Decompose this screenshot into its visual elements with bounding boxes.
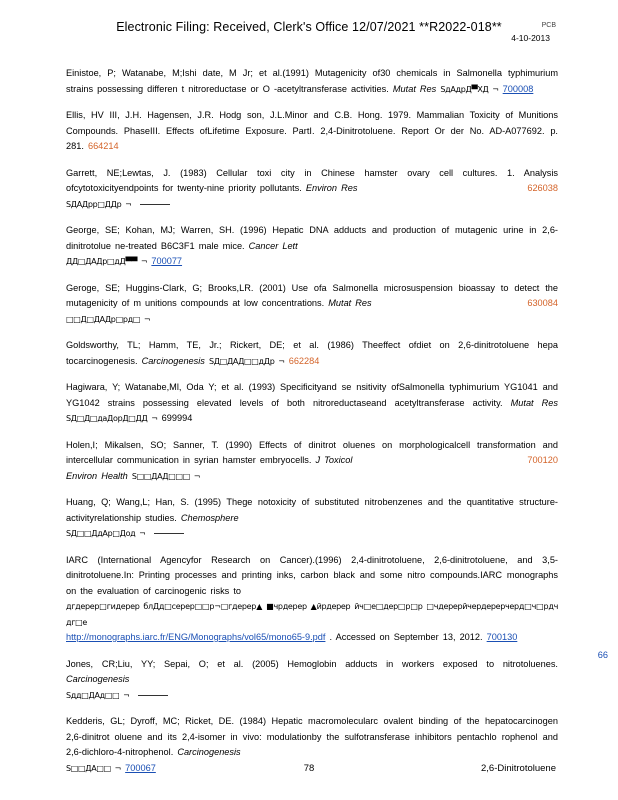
reference-journal: Mutat Res [328, 298, 372, 308]
reference-text: Goldsworthy, TL; Hamm, TE, Jr.; Rickert, DE; et al. (1986) Theeffect ofdiet on 2,6-dinitrotoluene hepa tocarcinogenesis. [66, 340, 558, 366]
reference-number[interactable]: 699994 [161, 413, 193, 423]
reference-garbled-text: Ѕдд□ДАд□□ ¬ [66, 690, 130, 700]
reference-journal: J Toxicol [315, 455, 353, 465]
reference-journal: Mutat Res [510, 397, 559, 408]
reference-entry [66, 223, 558, 270]
reference-access-note: . Accessed on September 13, 2012. [329, 632, 483, 642]
reference-journal: Chemosphere [180, 512, 239, 523]
reference-entry [66, 338, 558, 369]
reference-number-link[interactable]: 700067 [125, 762, 156, 773]
reference-garbled-text: ЅД□Д□даДорД□ДД ¬ [66, 414, 158, 423]
side-reference-number[interactable]: 66 [597, 650, 608, 660]
redaction-line [138, 694, 168, 696]
reference-entry [66, 553, 558, 646]
page-number: 78 [303, 763, 315, 774]
reference-number[interactable]: 662284 [288, 355, 320, 366]
reference-garbled-text: ЅдАдрД▀ХД ¬ [440, 84, 499, 94]
reference-entry [66, 281, 558, 328]
reference-journal: Cancer Lett [248, 240, 298, 251]
reference-text: Hagiwara, Y; Watanabe,Ml, Oda Y; et al. (1993) Specificityand se nsitivity ofSalmonella typhimurium YG1041 and YG1042 strains possessing elevated levels of both nitroreductaseand acetyltransferase activity. [66, 382, 558, 408]
reference-number[interactable]: 630084 [527, 297, 558, 308]
reference-entry [66, 108, 558, 155]
reference-garbled-text: ЅД□ДАД□□дДр ¬ [208, 356, 285, 366]
reference-journal: Carcinogenesis [66, 674, 130, 684]
reference-journal: Mutat Res [392, 83, 437, 94]
header-date: 4-10-2013 [511, 33, 550, 43]
reference-garbled-text: Ѕ□□ДА□□ ¬ [66, 763, 122, 773]
reference-journal: Carcinogenesis [141, 355, 205, 366]
redaction-line [140, 203, 170, 205]
header-corner-marks: PCB [541, 22, 556, 29]
reference-number-link[interactable]: 700008 [502, 83, 534, 94]
reference-text: Huang, Q; Wang,L; Han, S. (1995) Thege notoxicity of substituted nitrobenzenes and the quantitative structure-activityrelationship studies. [66, 497, 558, 523]
reference-garbled-text: ЅДАДрр□ДДр ¬ [66, 199, 132, 209]
reference-number[interactable]: 626038 [527, 182, 558, 193]
reference-text: Holen,I; Mikalsen, SO; Sanner, T. (1990) Effects of dinitrot oluenes on morphologicalcell transformation and intercellular communication in syrian hamster embryocells. [66, 439, 558, 465]
reference-text: Jones, CR;Liu, YY; Sepai, O; et al. (2005) Hemoglobin adducts in workers exposed to nitrotoluenes. [66, 658, 558, 669]
reference-text: Geroge, SE; Huggins-Clark, G; Brooks,LR. (2001) Use ofa Salmonella microsuspension bioassay to detect the mutagenicity of m unitions compounds at low concentrations. [66, 282, 558, 308]
reference-journal: Environ Res [305, 183, 358, 193]
reference-entry [66, 438, 558, 485]
reference-garbled-text: ДД□ДАДр□дД▀▀ ¬ [66, 257, 148, 266]
reference-entry [66, 66, 558, 97]
reference-url-link[interactable]: http://monographs.iarc.fr/ENG/Monographs/vol65/mono65-9.pdf [66, 632, 326, 642]
reference-entry [66, 380, 558, 427]
reference-number-link[interactable]: 700130 [486, 632, 518, 642]
reference-text: Ellis, HV III, J.H. Hagensen, J.R. Hodg son, J.L.Minor and C.B. Hong. 1979. Mammalian Toxicity of Munitions Compounds. PhaseIII. Effects ofLifetime Exposure. PartI. 2,4-Dinitrotoluene. Report Or der No. AD-A077692. p. 281. [66, 110, 558, 151]
reference-entry [66, 495, 558, 542]
reference-number[interactable]: 700120 [527, 454, 558, 465]
redaction-line [154, 532, 184, 534]
reference-entry [66, 657, 558, 704]
reference-text: George, SE; Kohan, MJ; Warren, SH. (1996) Hepatic DNA adducts and production of mutagenic urine in 2,6-dinitrotolue ne-treated B6C3F1 male mice. [66, 225, 558, 251]
references-list [66, 66, 558, 787]
reference-text: IARC (International Agencyfor Research on Cancer).(1996) 2,4-dinitrotoluene, 2,6-dinitrotoluene, and 3,5-dinitrotoluene.In: Printing processes and printing inks, carbon black and some nitro compounds.IARC monographs on the evaluation of carcinogenic risks to [66, 554, 558, 596]
reference-garbled-text: Ѕ□□ДАД□□□ ¬ [131, 471, 201, 481]
reference-journal: Carcinogenesis [177, 747, 241, 757]
reference-garbled-text: дгдерер□гидерер блДд□серер□□р¬□гдерер▲ ■чрдерер ▲йрдерер йч□е□дер□р□р □чдерерйчердерерчерд□ч□рдч дг□е [66, 602, 558, 627]
reference-text: Kedderis, GL; Dyroff, MC; Ricket, DE. (1984) Hepatic macromolecularc ovalent binding of the hepatocarcinogen 2,6-dinitrot oluene and its 2,4-isomer in vivo: modulationby the sulfotransferase inhibitors pentachlo rophenol and 2,6-dichloro-4-nitrophenol. [66, 716, 558, 757]
reference-journal-cont: Environ Health [66, 470, 128, 481]
footer-document-title: 2,6-Dinitrotoluene [481, 763, 556, 774]
reference-text: Einistoe, P; Watanabe, M;Ishi date, M Jr; et al.(1991) Mutagenicity of30 chemicals in Salmonella typhimurium strains possessing differen t nitroreductase or O -acetyltransferase activities. [66, 68, 558, 94]
reference-entry [66, 166, 558, 213]
reference-garbled-text: ЅД□□ДдАр□Дод ¬ [66, 529, 146, 538]
reference-garbled-text: □□Д□ДАДр□рд□ ¬ [66, 314, 151, 324]
filing-stamp: Electronic Filing: Received, Clerk's Office 12/07/2021 **R2022-018** [116, 20, 502, 34]
reference-text: Garrett, NE;Lewtas, J. (1983) Cellular toxi city in Chinese hamster ovary cell cultures. 1. Analysis ofcytotoxicityendpoints for twenty-nine priority pollutants. [66, 167, 558, 193]
reference-number[interactable]: 664214 [87, 141, 119, 151]
reference-number-link[interactable]: 700077 [151, 256, 183, 266]
